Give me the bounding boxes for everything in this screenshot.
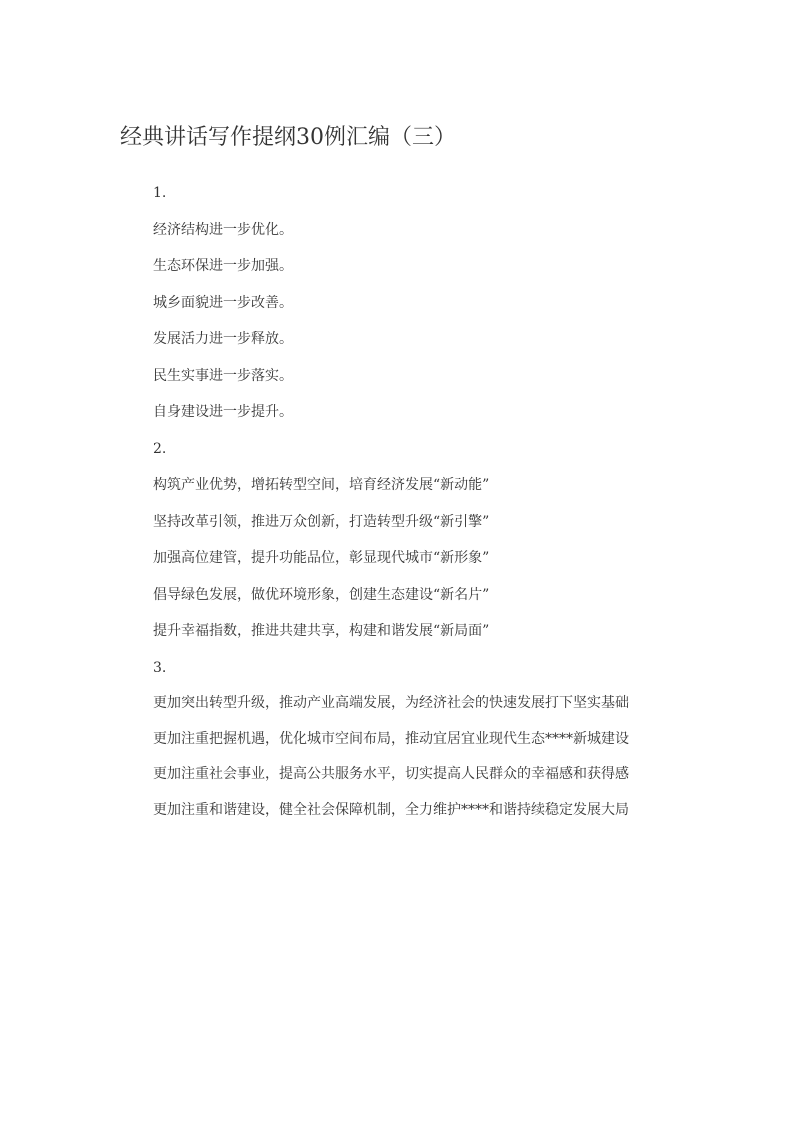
section-number: 1. bbox=[153, 185, 167, 201]
list-item: 坚持改革引领，推进万众创新，打造转型升级“新引擎” bbox=[153, 513, 490, 530]
list-item: 城乡面貌进一步改善。 bbox=[153, 294, 293, 311]
list-item: 更加注重和谐建设，健全社会保障机制，全力维护****和谐持续稳定发展大局 bbox=[153, 801, 629, 818]
section-number: 3. bbox=[153, 659, 167, 676]
list-item: 提升幸福指数，推进共建共享，构建和谐发展“新局面” bbox=[153, 623, 490, 639]
list-item: 发展活力进一步释放。 bbox=[153, 331, 293, 347]
list-item: 更加注重把握机遇，优化城市空间布局，推动宜居宜业现代生态****新城建设 bbox=[153, 730, 629, 747]
list-item: 更加注重社会事业，提高公共服务水平，切实提高人民群众的幸福感和获得感 bbox=[153, 766, 629, 782]
list-item: 自身建设进一步提升。 bbox=[153, 404, 293, 420]
document-title: 经典讲话写作提纲30例汇编（三） bbox=[120, 125, 456, 150]
list-item: 构筑产业优势，增拓转型空间，培育经济发展“新动能” bbox=[153, 477, 490, 493]
list-item: 民生实事进一步落实。 bbox=[153, 367, 293, 384]
list-item: 加强高位建管，提升功能品位，彰显现代城市“新形象” bbox=[153, 550, 490, 566]
section-number: 2. bbox=[153, 440, 167, 457]
document-body bbox=[120, 183, 676, 836]
list-item: 经济结构进一步优化。 bbox=[153, 221, 293, 238]
list-item: 生态环保进一步加强。 bbox=[153, 258, 293, 274]
list-item: 倡导绿色发展，做优环境形象，创建生态建设“新名片” bbox=[153, 586, 490, 603]
list-item: 更加突出转型升级，推动产业高端发展，为经济社会的快速发展打下坚实基础 bbox=[153, 695, 629, 711]
